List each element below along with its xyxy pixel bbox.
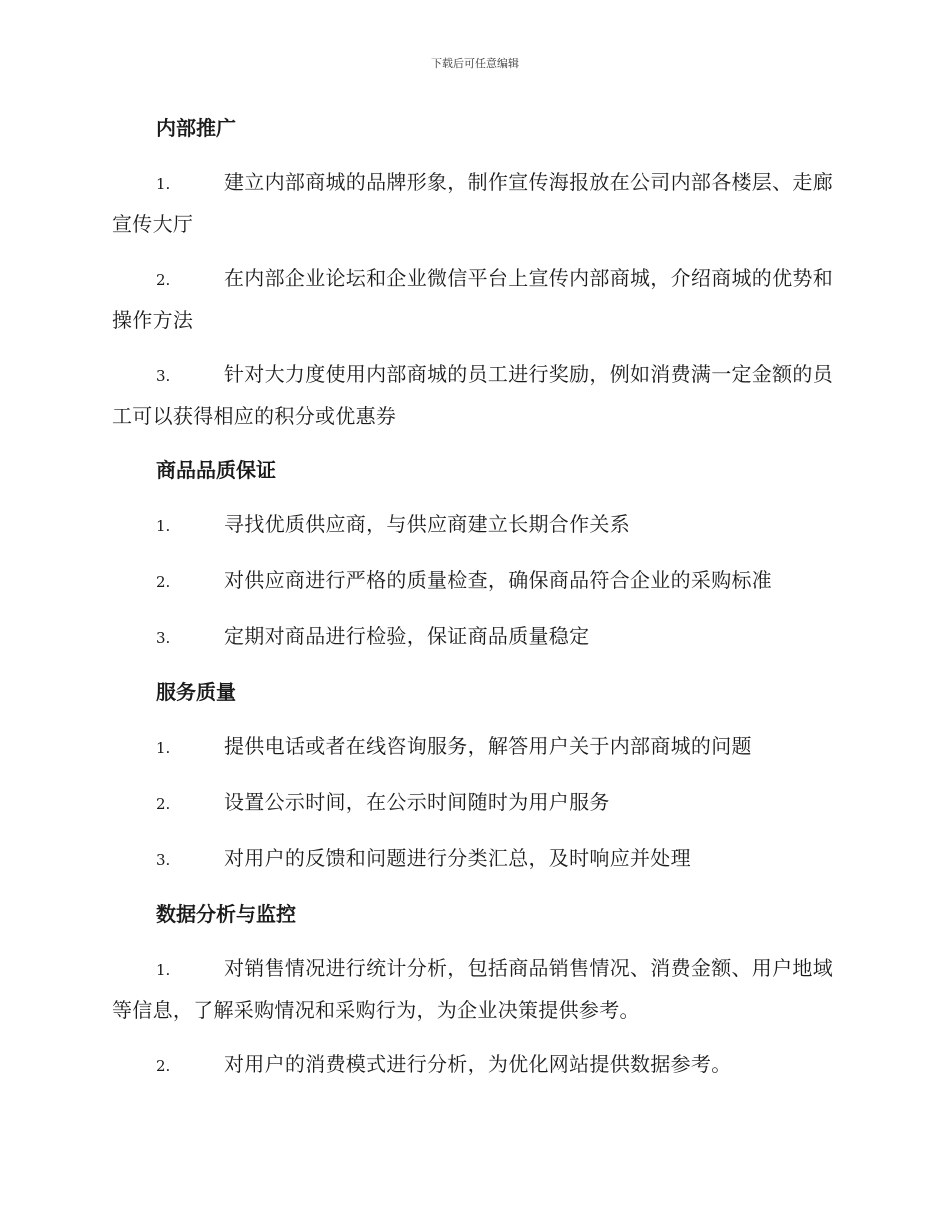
section-service-quality: [112, 672, 838, 880]
item-number: 1.: [156, 961, 171, 979]
item-text: 设置公示时间，在公示时间随时为用户服务: [224, 790, 610, 814]
section-title: 数据分析与监控: [156, 902, 296, 926]
item-number: 1.: [156, 175, 171, 193]
list-item: [112, 838, 838, 880]
item-number: 2.: [156, 795, 171, 813]
item-text: 建立内部商城的品牌形象，制作宣传海报放在公司内部各楼层、走廊宣传大厅: [112, 170, 833, 236]
list-item: [112, 162, 838, 244]
list-item: [112, 354, 838, 436]
item-text: 定期对商品进行检验，保证商品质量稳定: [224, 624, 590, 648]
item-text: 对供应商进行严格的质量检查，确保商品符合企业的采购标准: [224, 568, 773, 592]
list-item: [112, 782, 838, 824]
list-item: [112, 726, 838, 768]
item-number: 1.: [156, 517, 171, 535]
list-item: [112, 504, 838, 546]
section-internal-promotion: [112, 108, 838, 436]
list-item: [112, 560, 838, 602]
item-number: 3.: [156, 629, 171, 647]
item-text: 对用户的消费模式进行分析，为优化网站提供数据参考。: [224, 1052, 732, 1076]
item-text: 寻找优质供应商，与供应商建立长期合作关系: [224, 512, 630, 536]
item-number: 1.: [156, 739, 171, 757]
header-note: 下载后可任意编辑: [431, 57, 519, 70]
section-title: 商品品质保证: [156, 458, 276, 482]
item-number: 2.: [156, 271, 171, 289]
item-number: 3.: [156, 851, 171, 869]
section-data-analysis: [112, 894, 838, 1086]
section-title: 内部推广: [156, 116, 236, 140]
item-number: 2.: [156, 573, 171, 591]
item-text: 提供电话或者在线咨询服务，解答用户关于内部商城的问题: [224, 734, 752, 758]
document-body: [112, 108, 838, 1100]
list-item: [112, 1044, 838, 1086]
list-item: [112, 948, 838, 1030]
item-number: 2.: [156, 1057, 171, 1075]
section-product-quality: [112, 450, 838, 658]
section-title: 服务质量: [156, 680, 236, 704]
list-item: [112, 616, 838, 658]
item-number: 3.: [156, 367, 171, 385]
item-text: 对销售情况进行统计分析，包括商品销售情况、消费金额、用户地域等信息，了解采购情况和采购行为，为企业决策提供参考。: [112, 956, 833, 1022]
item-text: 针对大力度使用内部商城的员工进行奖励，例如消费满一定金额的员工可以获得相应的积分或优惠券: [112, 362, 833, 428]
item-text: 在内部企业论坛和企业微信平台上宣传内部商城，介绍商城的优势和操作方法: [112, 266, 833, 332]
list-item: [112, 258, 838, 340]
item-text: 对用户的反馈和问题进行分类汇总，及时响应并处理: [224, 846, 691, 870]
